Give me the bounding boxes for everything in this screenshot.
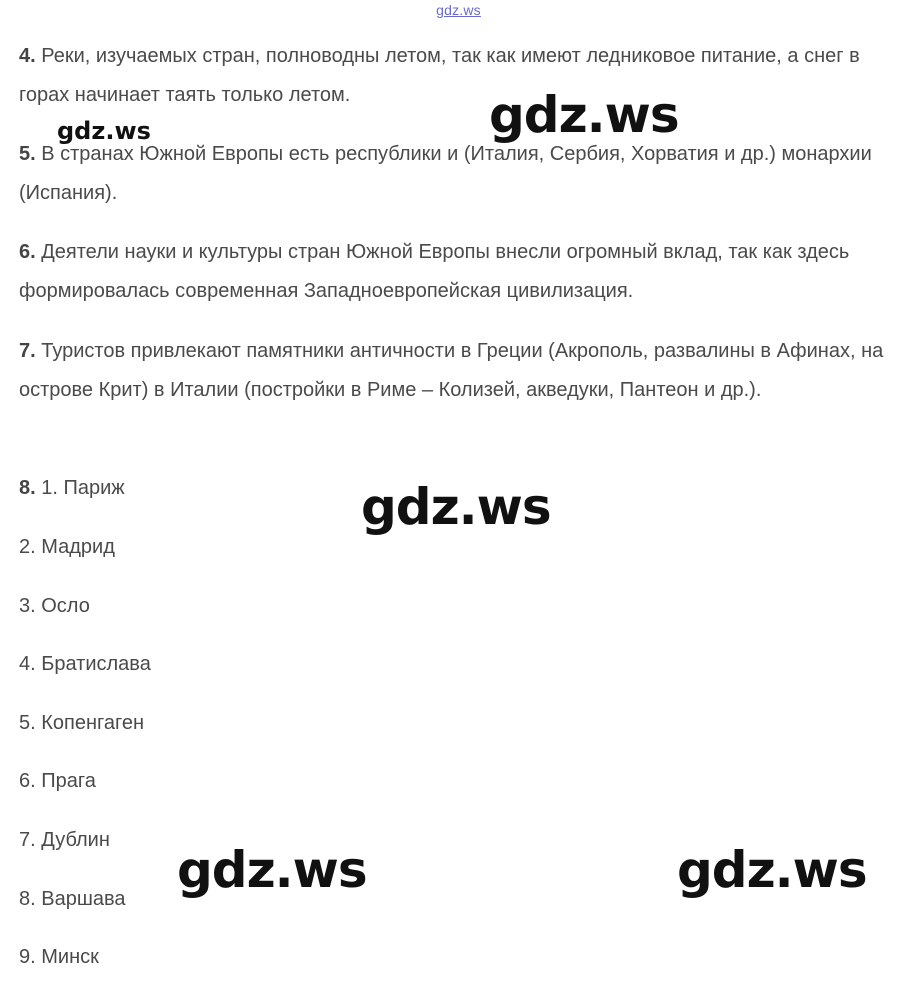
answer-6 — [19, 233, 909, 311]
capital-name: 9. Минск — [19, 946, 99, 968]
list-item — [19, 587, 90, 626]
answer-text: Реки, изучаемых стран, полноводны летом, так как имеют ледниковое питание, а снег в горах начинает таять только летом. — [19, 45, 860, 106]
capital-name: 1. Париж — [41, 477, 125, 499]
watermark: gdz.ws — [677, 841, 867, 899]
answer-text: В странах Южной Европы есть республики и (Италия, Сербия, Хорватия и др.) монархии (Испания). — [19, 143, 872, 204]
answer-text: Туристов привлекают памятники античности в Греции (Акрополь, развалины в Афинах, на острове Крит) в Италии (постройки в Риме – Колизей, акведуки, Пантеон и др.). — [19, 340, 884, 401]
answer-number: 7. — [19, 340, 36, 362]
list-item — [19, 821, 110, 860]
source-link[interactable]: gdz.ws — [436, 2, 481, 18]
capital-name: 4. Братислава — [19, 653, 151, 675]
answer-4 — [19, 37, 909, 115]
capital-name: 7. Дублин — [19, 829, 110, 851]
list-item — [19, 528, 115, 567]
answer-5 — [19, 135, 909, 213]
answer-number: 6. — [19, 241, 36, 263]
capital-name: 2. Мадрид — [19, 536, 115, 558]
list-item — [19, 704, 144, 743]
watermark: gdz.ws — [177, 841, 367, 899]
capital-name: 5. Копенгаген — [19, 712, 145, 734]
answer-number: 5. — [19, 143, 36, 165]
capital-name: 3. Осло — [19, 595, 90, 617]
capital-name: 8. Варшава — [19, 888, 126, 910]
list-item — [19, 469, 125, 508]
list-item — [19, 880, 126, 919]
answer-text: Деятели науки и культуры стран Южной Европы внесли огромный вклад, так как здесь формировалась современная Западноевропейская цивилизация. — [19, 241, 850, 302]
list-item — [19, 645, 151, 684]
answer-number: 8. — [19, 477, 36, 499]
watermark: gdz.ws — [489, 86, 679, 144]
watermark: gdz.ws — [57, 117, 151, 145]
list-item — [19, 762, 96, 801]
list-item — [19, 938, 99, 977]
watermark: gdz.ws — [361, 478, 551, 536]
answer-number: 4. — [19, 45, 36, 67]
answer-7 — [19, 332, 909, 410]
capital-name: 6. Прага — [19, 770, 96, 792]
